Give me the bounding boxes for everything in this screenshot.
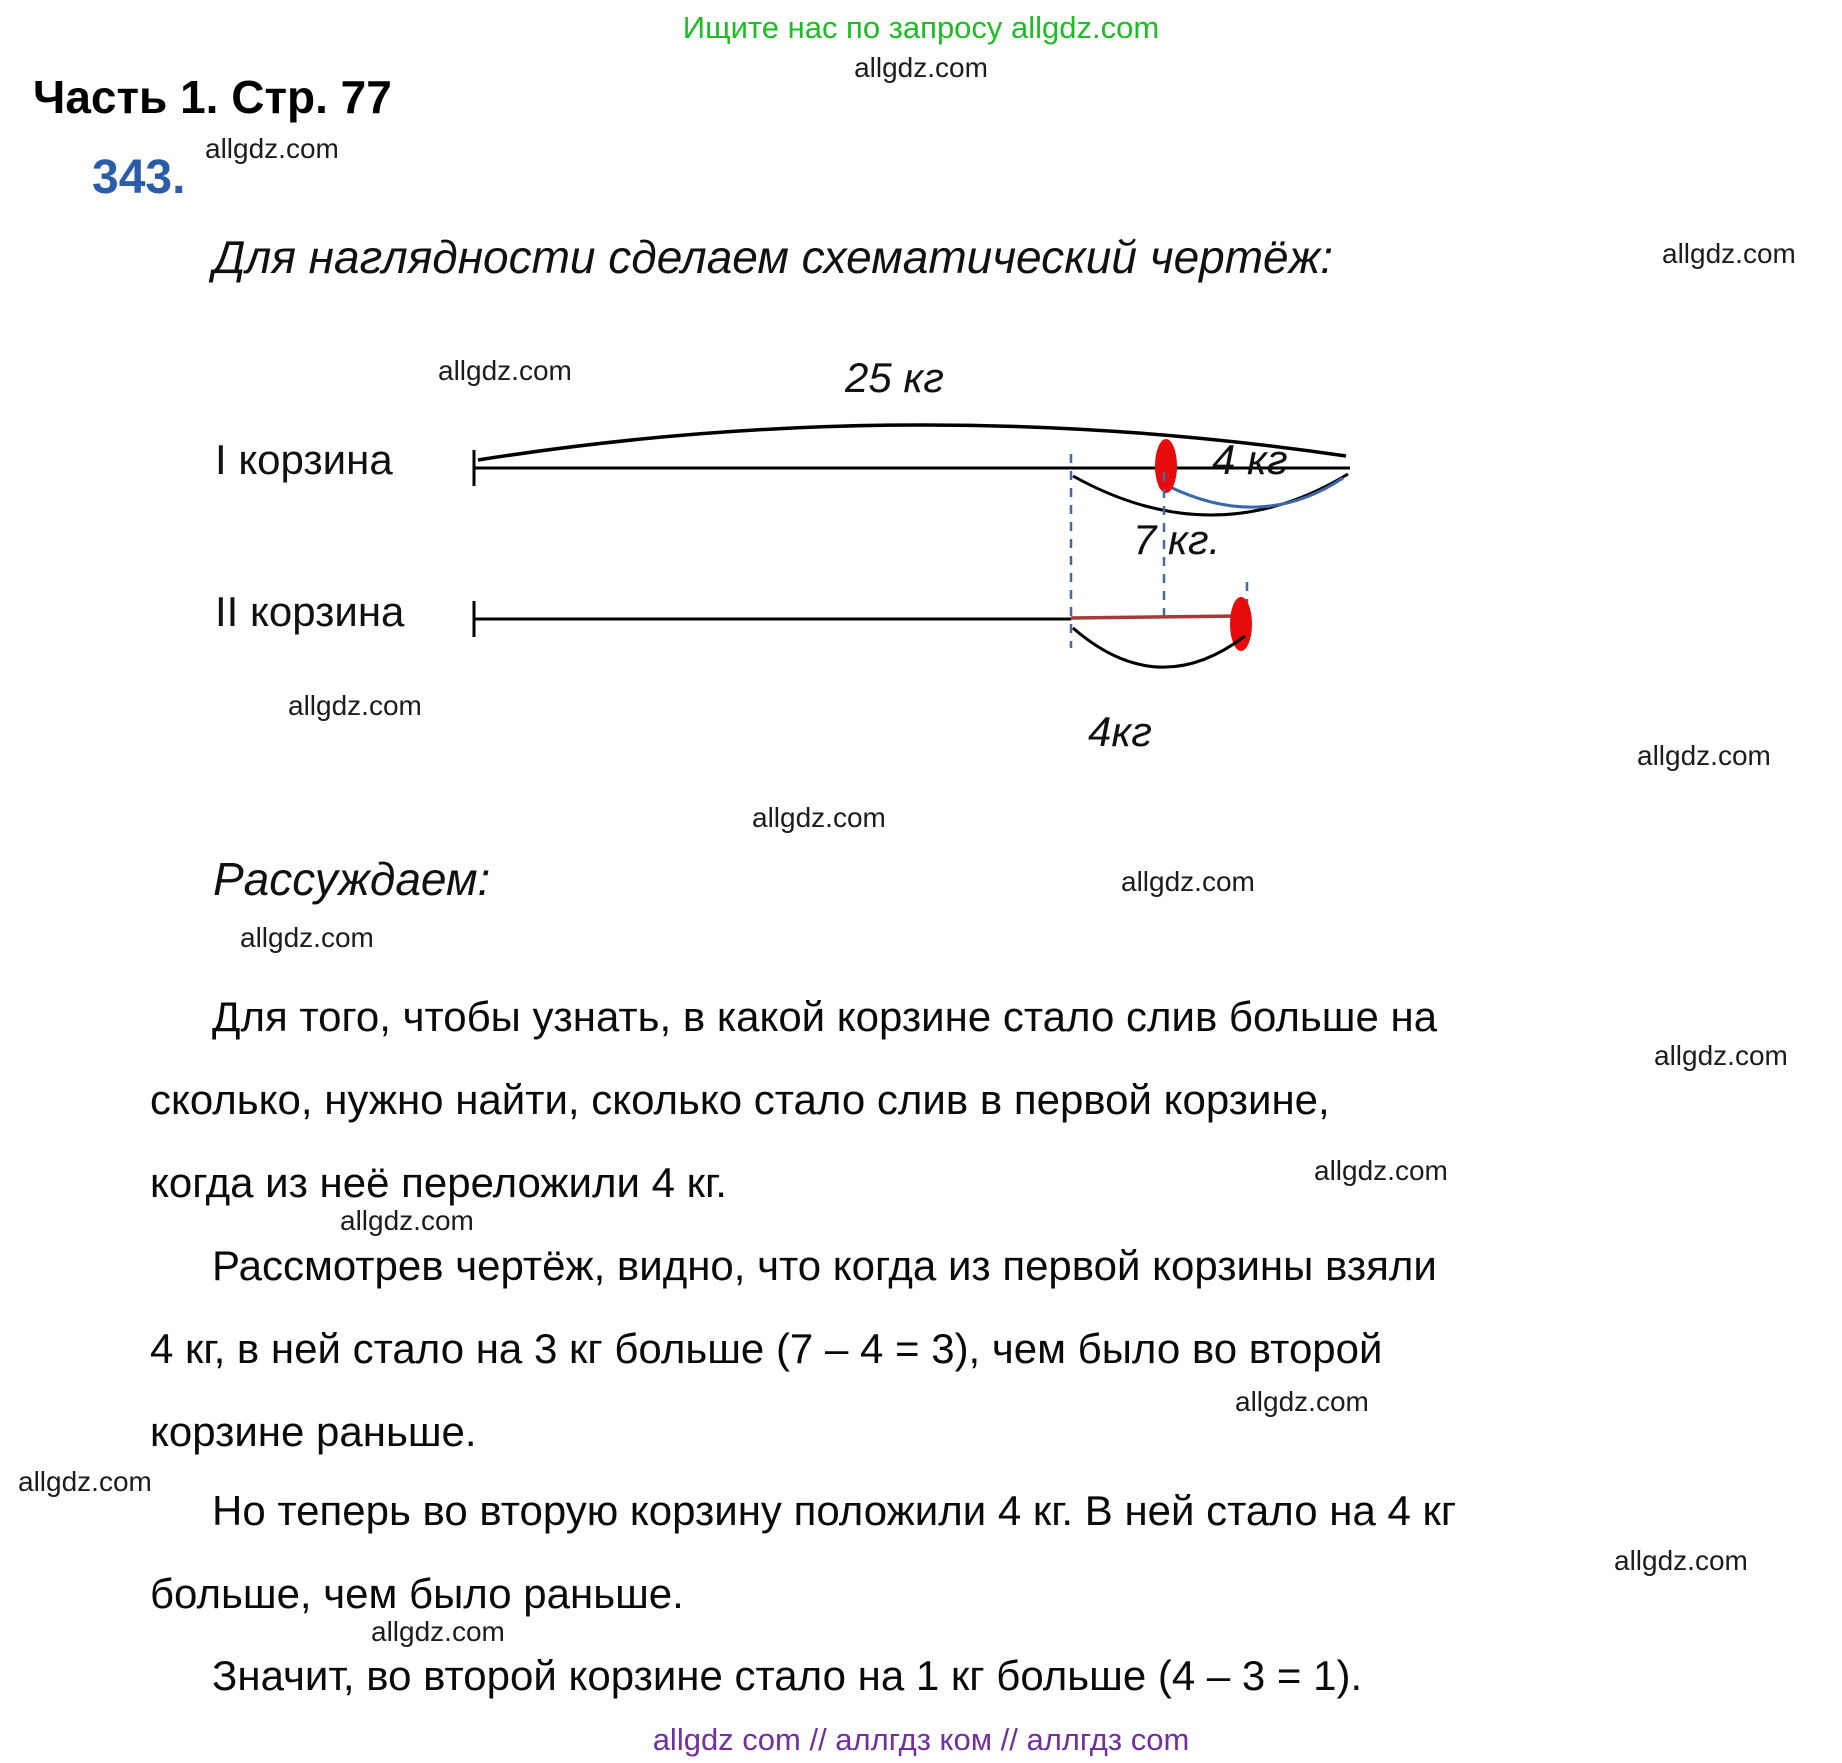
watermark: allgdz.com — [438, 355, 572, 386]
intro-text: Для наглядности сделаем схематический чертёж: — [213, 231, 1334, 283]
watermark: allgdz.com — [340, 1205, 474, 1236]
paragraph-3 — [150, 1469, 1790, 1635]
watermark: allgdz.com — [1662, 238, 1796, 269]
paragraph-line: Для того, чтобы узнать, в какой корзине стало слив больше на — [212, 993, 1438, 1040]
footer-links: allgdz com // аллгдз ком // аллгдз com — [652, 1722, 1190, 1757]
basket2-under-arc — [1073, 628, 1245, 667]
watermark: allgdz.com — [1314, 1155, 1448, 1186]
page-title: Часть 1. Стр. 77 — [33, 71, 392, 123]
watermark: allgdz.com — [1121, 866, 1255, 897]
basket1-label: I корзина — [215, 436, 393, 483]
watermark: allgdz.com — [1654, 1040, 1788, 1071]
watermark: allgdz.com — [1614, 1545, 1748, 1576]
promo-banner: Ищите нас по запросу allgdz.com — [682, 10, 1160, 45]
paragraph-line: корзине раньше. — [150, 1408, 477, 1455]
difference-weight-label: 7 кг. — [1133, 516, 1221, 563]
paragraph-1 — [150, 975, 1790, 1224]
basket1-under-arc — [1073, 474, 1348, 515]
basket2-label: II корзина — [215, 588, 405, 635]
watermark: allgdz.com — [288, 690, 422, 721]
paragraph-line: когда из неё переложили 4 кг. — [150, 1159, 727, 1206]
added-weight-label: 4кг — [1088, 708, 1152, 755]
paragraph-line: Значит, во второй корзине стало на 1 кг больше (4 – 3 = 1). — [212, 1652, 1363, 1699]
paragraph-2 — [150, 1224, 1790, 1473]
watermark: allgdz.com — [1235, 1386, 1369, 1417]
task-number: 343. — [92, 151, 186, 204]
watermark: allgdz.com — [854, 52, 988, 83]
basket1-marker — [1155, 439, 1177, 493]
watermark: allgdz.com — [371, 1616, 505, 1647]
paragraph-line: Рассмотрев чертёж, видно, что когда из первой корзины взяли — [212, 1242, 1437, 1289]
total-weight-label: 25 кг — [845, 354, 944, 401]
reasoning-heading: Рассуждаем: — [213, 853, 491, 905]
watermark: allgdz.com — [240, 922, 374, 953]
watermark: allgdz.com — [1637, 740, 1771, 771]
basket2-added-line-red — [1071, 616, 1239, 618]
watermark: allgdz.com — [752, 802, 886, 833]
paragraph-line: больше, чем было раньше. — [150, 1570, 684, 1617]
paragraph-line: сколько, нужно найти, сколько стало слив в первой корзине, — [150, 1076, 1330, 1123]
watermark: allgdz.com — [18, 1466, 152, 1497]
watermark: allgdz.com — [205, 133, 339, 164]
paragraph-4 — [150, 1634, 1790, 1717]
paragraph-line: 4 кг, в ней стало на 3 кг больше (7 – 4 = 3), чем было во второй — [150, 1325, 1383, 1372]
paragraph-line: Но теперь во вторую корзину положили 4 кг. В ней стало на 4 кг — [212, 1487, 1457, 1534]
moved-weight-label: 4 кг — [1212, 436, 1288, 483]
